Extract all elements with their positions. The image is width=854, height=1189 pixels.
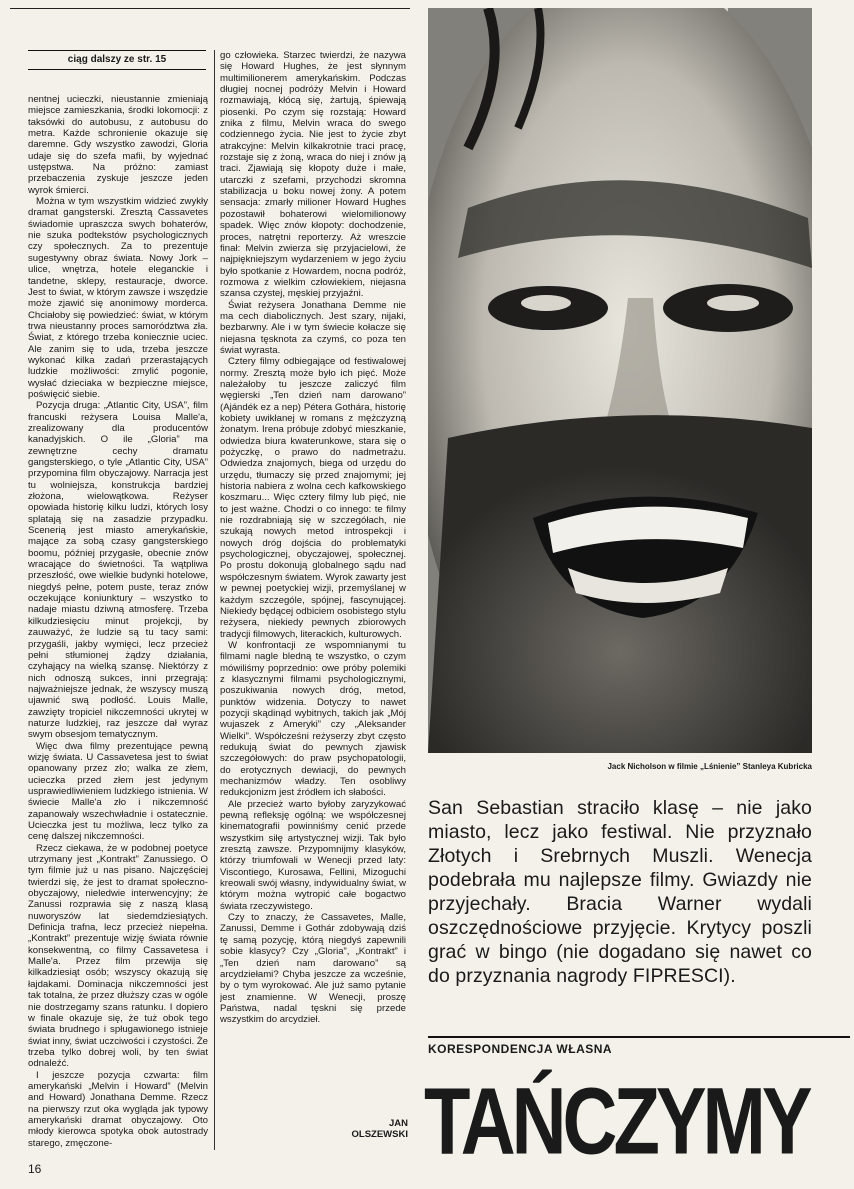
paragraph: Czy to znaczy, że Cassavetes, Malle, Zanussi, Demme i Gothár zdobywają dziś tę samą pozycję, którą niegdyś zapewnili sobie klasycy? Czy „Gloria”, „Kontrakt” i „Ten dzień nam darowano” są arcydziełami? Chyba jeszcze za wcześnie, by o tym wyrokować. Ale już samo pytanie jest znamienne. W Wenecji, proszę Państwa, nadal tęskni się przede wszystkim do arcydzieł. (220, 912, 406, 1026)
article-column-2 (220, 50, 406, 1112)
page-number: 16 (28, 1162, 42, 1176)
author-last-name: OLSZEWSKI (351, 1129, 408, 1140)
column-divider (214, 50, 215, 1150)
paragraph: Cztery filmy odbiegające od festiwalowej normy. Zresztą może było ich pięć. Może należałoby tu jeszcze zaliczyć film węgierski „Ten dzień nam darowano” (Ajándék ez a nep) Pétera Gothára, historię kobiety uwikłanej w romans z mężczyzną żonatym. Irena próbuje zdobyć mieszkanie, odwiedza biura kwaterunkowe, stara się o pożyczkę, o prawo do nadmetrażu. Odwiedza znajomych, biega od urzędu do urzędu, tłumaczy się przed znajomymi; jej historia nabiera z wolna cech kafkowskiego koszmaru... Więc cztery filmy lub pięć, nie to jest ważne. Chodzi o co innego: te filmy nie rozdrabniają się w szczegółach, nie szukają nowych metod introspekcji i nowych dróg dojścia do problematyki psychologicznej, obyczajowej, społecznej. Po prostu dokonują globalnego sądu nad współczesnym światem. Wyrok zawarty jest w pewnej poetyckiej wizji, przemyślanej w każdym szczególe, spójnej, fascynującej. Niekiedy będącej odbiciem osobistego stylu reżysera, niekiedy pewnych zbiorowych tradycji filmowych, literackich, kulturowych. (220, 356, 406, 640)
film-still-photo (428, 8, 812, 753)
continuation-label: ciąg dalszy ze str. 15 (28, 50, 206, 70)
section-label: KORESPONDENCJA WŁASNA (428, 1036, 850, 1056)
article-column-1 (28, 94, 208, 1148)
lead-paragraph: San Sebastian straciło klasę – nie jako miasto, lecz jako festiwal. Nie przyznało Złotych i Srebrnych Muszli. Wenecja podebrała mu najlepsze filmy. Gwiazdy nie przyjechały. Bracia Warner wydali oszczędnościowe przyjęcie. Krytycy poszli grać w bingo (nie dogadano się nawet co do przyznania nagrody FIPRESCI). (428, 797, 812, 987)
paragraph: Świat reżysera Jonathana Demme nie ma cech diabolicznych. Jest szary, nijaki, bezbarwny. Ale i w tym świecie kołacze się niejasna tęsknota za czymś, co poza ten świat wyrasta. (220, 299, 406, 356)
paragraph: Ale przecież warto byłoby zaryzykować pewną refleksję ogólną: we współczesnej kinematografii powinniśmy cenić przede wszystkim siłę artystycznej wizji. Tak było zresztą zawsze. Przypomnijmy klasyków, którzy triumfowali w Wenecji przed laty: Viscontiego, Kurosawa, Fellini, Mizoguchi kreowali swój własny, indywidualny świat, w którym można wytropić całe bogactwo świata rzeczywistego. (220, 798, 406, 912)
paragraph: Pozycja druga: „Atlantic City, USA”, film francuski reżysera Louisa Malle'a, zrealizowany dla producentów kanadyjskich. O ile „Gloria” ma zewnętrzne cechy dramatu gangsterskiego, o tyle „Atlantic City, USA” przypomina film obyczajowy. Narracja jest tu wolniejsza, konstrukcja bardziej złożona, wielowątkowa. Reżyser opowiada historię kilku ludzi, których losy splatają się na zasadzie przypadku. Scenerią jest miasto amerykańskie, mające za sobą czasy gangsterskiego boomu, później przygasłe, obecnie znów wracające do świetności. Ta wątpliwa przeszłość, owe wielkie budynki hotelowe, niegdyś pełne, potem puste, teraz znów oczekujące koniunktury – wszystko to nadaje miastu dziwną atmosferę. Trzeba kilkudziesięciu minut projekcji, by zauważyć, że ludzie są tu tacy sami: przygaśli, jakby wymięci, lecz przecież pełni stłumionej żądzy działania, czyhający na wielką szansę. Niektórzy z nich odnoszą sukces, inni przegrają: najważniejsze jednak, że wszyscy muszą ujawnić swą podłość. Louis Malle, zawzięty tropiciel nikczemności ukrytej w naturze ludzkiej, raz jeszcze dał wyraz swym obsesjom tematycznym. (28, 400, 208, 741)
top-rule (10, 8, 410, 9)
paragraph: I jeszcze pozycja czwarta: film amerykański „Melvin i Howard” (Melvin and Howard) Jonathana Demme. Rzecz na pierwszy rzut oka wygląda jak typowy amerykański dramat obyczajowy. Oto młody kierowca spotyka obok autostrady starego, zmęczone- (28, 1069, 208, 1148)
paragraph: Rzecz ciekawa, że w podobnej poetyce utrzymany jest „Kontrakt” Zanussiego. O tym filmie już u nas pisano. Najczęściej twierdzi się, że jest to dramat społeczno-obyczajowy, nieledwie interwencyjny; że Zanussi rozprawia się z naszą klasą nuworyszów lat siedemdziesiątych. Definicja trafna, lecz przecież niepełna. „Kontrakt” prezentuje wizję świata równie konsekwentną, co filmy Cassavetesa i Malle'a. Przez film przewija się kilkadziesiąt osób; wszyscy okazują się łajdakami. Dominacja nikczemności jest tak totalna, że przez dłuższy czas w ogóle nie dostrzegamy szans ratunku. I dopiero w finale okazuje się, że tuż obok tego świata brudnego i spługawionego istnieje świat inny, świat uczciwości i czystości. Że trzeba tylko dobrej woli, by ten świat odnaleźć. (28, 842, 208, 1070)
article-title: TAŃCZYMY (424, 1068, 809, 1175)
author-first-name: JAN (388, 1118, 408, 1129)
paragraph: W konfrontacji ze wspomnianymi tu filmami nagle bledną te wszystko, o czym mówiliśmy poprzednio: owe próby polemiki z klasycznymi filmami psychologicznymi, poszukiwania nowych dróg, metod, punktów widzenia. Dotyczy to nawet pozycji skądinąd wybitnych, takich jak „Mój wujaszek z Ameryki” czy „Aleksander Wielki”. Współcześni reżyserzy zbyt często redukują świat do pewnych zjawisk szczegółowych: do praw psychopatologii, do erotycznych dewiacji, do pewnych mechanizmów władzy. Ten osobliwy redukcjonizm jest źródłem ich słabości. (220, 639, 406, 799)
photo-caption: Jack Nicholson w filmie „Lśnienie” Stanleya Kubricka (607, 762, 812, 771)
paragraph: nentnej ucieczki, nieustannie zmieniają miejsce zamieszkania, środki lokomocji: z taksówki do autobusu, z autobusu do metra. Każde schronienie okazuje się daremne. Gdy wszystko zawodzi, Gloria udaje się do szefa mafii, by wyjednać ustępstwa. Na próżno: zamiast przebaczenia zyskuje jeszcze jeden wyrok śmierci. (28, 94, 208, 196)
paragraph: Więc dwa filmy prezentujące pewną wizję świata. U Cassavetesa jest to świat opanowany przez zło; walka ze złem, ucieczka przed złem jest jedynym usprawiedliwieniem ludzkiego istnienia. W świecie Malle'a zło i nikczemność zapanowały wszechwładnie i ostatecznie. Ucieczka jest tu możliwa, lecz tylko za cenę dalszej nikczemności. (28, 740, 208, 843)
face-photo-illustration (428, 8, 812, 753)
author-byline (330, 1118, 408, 1140)
paragraph: Można w tym wszystkim widzieć zwykły dramat gangsterski. Zresztą Cassavetes świadomie upraszcza swych bohaterów, nie szuka podtekstów psychologicznych czy społecznych. Za to prezentuje sugestywny obraz świata. Nowy Jork – ulice, wnętrza, hotele eleganckie i tandetne, sklepy, restauracje, dworce. Jest to świat, w którym zawsze i wszędzie może zjawić się anonimowy morderca. Chciałoby się powiedzieć: świat, w którym trwa nieustanny proces samorództwa zła. Świat, z którego trzeba koniecznie uciec. Ale zanim się to uda, trzeba jeszcze wykonać kilka zadań przerastających ludzkie możliwości: zmylić pogonie, wysłać dzieciaka w bezpieczne miejsce, poświęcić siebie. (28, 196, 208, 400)
paragraph: go człowieka. Starzec twierdzi, że nazywa się Howard Hughes, że jest słynnym multimilionerem amerykańskim. Podczas długiej nocnej podróży Melvin i Howard rozmawiają, kłócą się, żartują, śpiewają piosenki. Po czym się rozstają: Howard znika z filmu, Melvin wraca do swego codziennego życia. Nie jest to życie zbyt atrakcyjne: Melvin kilkakrotnie traci pracę, rozstaje się z żoną, wraca do niej i znów ją traci. Zjawiają się kłopoty duże i małe, utarczki z szefami, przychodzi skromna stabilizacja u boku nowej żony. A potem sensacja: zmarły milioner Howard Hughes pozostawił bohaterowi wielomilionowy spadek. Więc znów kłopoty: dochodzenie, proces, natrętni reporterzy. Aż wreszcie finał: Melvin zwierza się przyjacielowi, że najpiękniejszym wydarzeniem w jego życiu było spotkanie z Howardem, nocna podróż, rozmowa z wielkim człowiekiem, niejasna szansa czystej, męskiej przyjaźni. (220, 50, 406, 300)
